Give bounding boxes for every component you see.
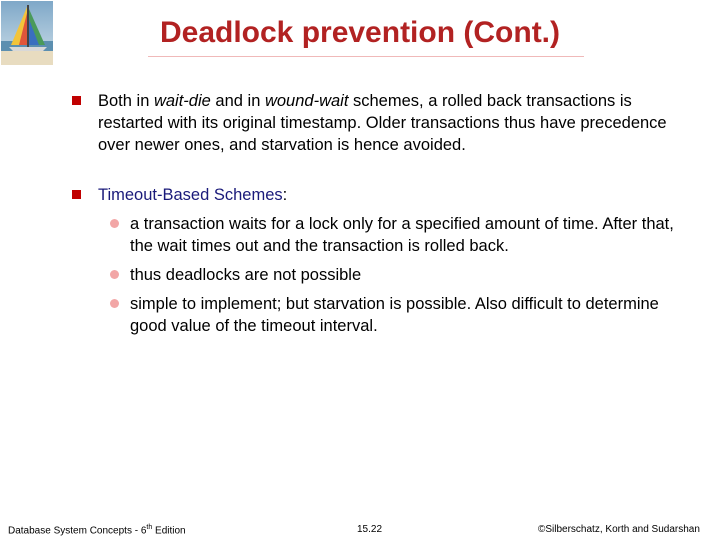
square-bullet-icon: [72, 190, 81, 199]
footer-edition-word: Edition: [152, 525, 186, 537]
footer-book: Database System Concepts - 6: [8, 525, 147, 537]
round-bullet-icon: [110, 270, 119, 279]
footer-copyright: ©Silberschatz, Korth and Sudarshan: [538, 524, 700, 535]
text-run: schemes, a rolled back transactions is restarted with its original timestamp. Older transactions thus have precedence over newer ones, and starvation is hence avoided.: [98, 92, 667, 154]
sub-item-no-deadlocks: thus deadlocks are not possible: [130, 266, 362, 284]
round-bullet-icon: [110, 299, 119, 308]
bullet-item-timeout: [98, 184, 688, 206]
text-run: :: [282, 186, 288, 204]
term-wound-wait: wound-wait: [264, 92, 349, 110]
footer-page-number: 15.22: [357, 524, 383, 535]
square-bullet-icon: [72, 96, 81, 105]
slide-title: Deadlock prevention (Cont.): [159, 16, 561, 49]
footer-book-title: [8, 524, 186, 536]
term-wait-die: wait-die: [153, 92, 211, 110]
sub-item-wait-limit: a transaction waits for a lock only for a specified amount of time. After that, the wait times out and the transaction is rolled back.: [130, 215, 674, 255]
text-run: and in: [210, 92, 265, 110]
sub-item-starvation: simple to implement; but starvation is possible. Also difficult to determine good value of the timeout interval.: [130, 295, 659, 335]
bullet-item-rollback: [98, 90, 688, 156]
round-bullet-icon: [110, 219, 119, 228]
term-timeout-based-schemes: Timeout-Based Schemes: [98, 186, 283, 204]
title-underline: [148, 56, 584, 57]
footer-edition-sup: th: [146, 524, 153, 531]
text-run: Both in: [98, 92, 154, 110]
